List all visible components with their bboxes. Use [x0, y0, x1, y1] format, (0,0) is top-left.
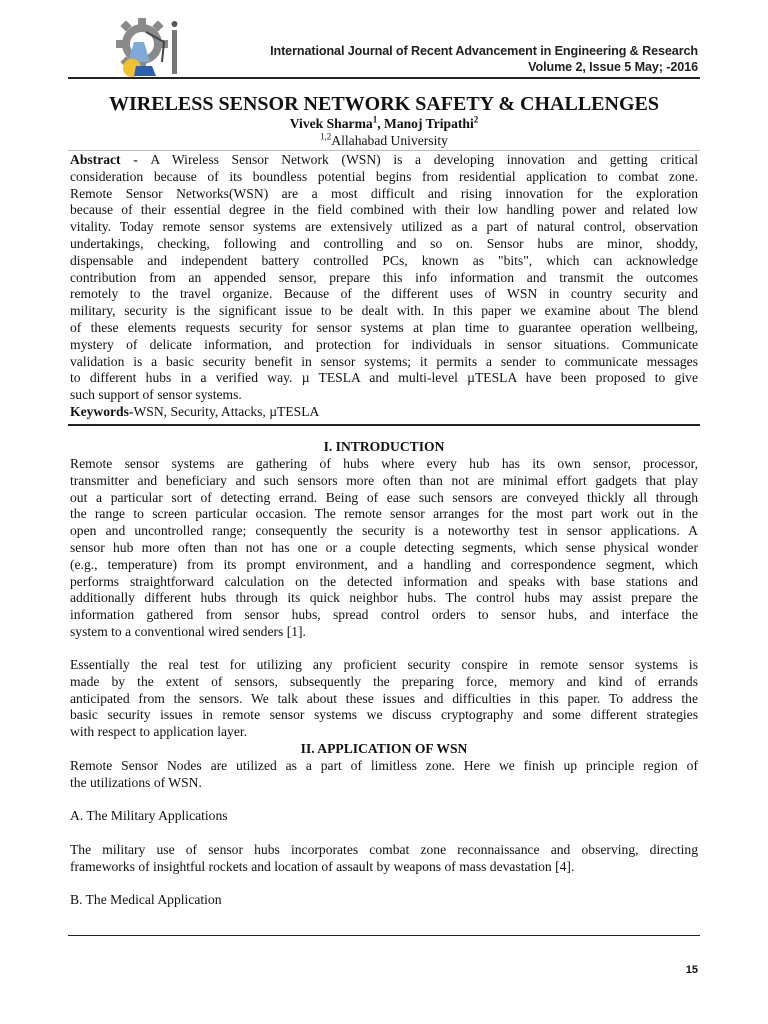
header-rule	[68, 77, 700, 79]
text-line: transmitter and beneficiary and such sensors more often than not are minimal effort gadgets that play	[70, 472, 698, 488]
text-line: consideration because of its boundless potential begins from residential application to combat zone.	[70, 168, 698, 184]
subheading-military: A. The Military Applications	[70, 808, 228, 823]
text-line: performs straightforward calculation on the detected information and speaks with base stations and	[70, 573, 698, 589]
text-line: anticipated from the sensors. We talk about these issues and difficulties in this paper. To address the	[70, 690, 698, 706]
abstract-text: A Wireless Sensor Network (WSN) is a developing innovation and getting critical	[150, 152, 698, 167]
author-name: Vivek Sharma	[289, 116, 373, 131]
text-line: such support of sensor systems.	[70, 387, 242, 403]
text-line: because of their essential degree in the field combined with their low handling power and related low	[70, 202, 698, 218]
text-line: Essentially the real test for utilizing any proficient security conspire in remote sensor systems is	[70, 657, 698, 672]
application-paragraph-1	[70, 758, 698, 792]
text-line: The military use of sensor hubs incorporates combat zone reconnaissance and observing, directing	[70, 842, 698, 857]
journal-name: International Journal of Recent Advancement in Engineering & Research	[270, 44, 698, 58]
section-heading-introduction: I. INTRODUCTION	[323, 439, 445, 454]
text-line: Remote Sensor Networks(WSN) are a most difficult and rising innovation for the exploration	[70, 185, 698, 201]
text-line: frameworks of insightful rockets and location of assault by weapons of mass devastation [4].	[70, 858, 575, 874]
text-line: out a particular sort of detecting errand. Being of ease such sensors are conveyed thickly all through	[70, 489, 698, 505]
text-line: basic security issues in remote sensor systems we discuss cryptography and some different strategies	[70, 707, 698, 723]
military-paragraph	[70, 842, 698, 876]
affiliation-sup: 1,2	[320, 131, 332, 142]
text-line: mystery of delicate information, and protection for individuals in sensor situations. Communicate	[70, 336, 698, 352]
text-line: open and uncontrolled range; consequently the security is a noteworthy test in sensor applications. A	[70, 523, 698, 539]
text-line: validation is a basic security benefit in sensor systems; it permits a sender to communicate messages	[70, 353, 698, 369]
text-line: the range to screen particular occasion. The remote sensor arranges for the most part work out in the	[70, 506, 698, 522]
author-name: Manoj Tripathi	[383, 116, 474, 131]
paper-title: WIRELESS SENSOR NETWORK SAFETY & CHALLENGES	[109, 93, 659, 115]
text-line: system to a conventional wired senders [1].	[70, 623, 306, 639]
text-line: information gathered from sensor hubs, spread control orders to sensor hubs, and interface the	[70, 607, 698, 623]
text-line: made by the extent of sensors, subsequently the preparing force, memory and kind of errands	[70, 673, 698, 689]
abstract-bottom-rule	[68, 424, 700, 426]
text-line: (e.g., temperature) from its prompt environment, and a handling and correspondence segment, which	[70, 556, 698, 572]
keywords-line	[70, 404, 698, 421]
text-line: to different hubs in a verified way. µ TESLA and multi-level µTESLA have been proposed to give	[70, 370, 698, 386]
text-line: remotely to the travel organize. Because of the different uses of WSN in country security and	[70, 286, 698, 302]
text-line: the utilizations of WSN.	[70, 774, 202, 790]
text-line: Remote Sensor Nodes are utilized as a part of limitless zone. Here we finish up principle region of	[70, 758, 698, 773]
intro-paragraph-2	[70, 657, 698, 741]
author-sup: 1	[372, 114, 378, 125]
text-line: military, security is the significant issue to be dealt with. In this paper we examine about The blend	[70, 303, 698, 319]
text-line: undertakings, checking, following and controlling and so on. Sensor hubs are minor, shoddy,	[70, 235, 698, 251]
affiliation	[0, 133, 768, 149]
footer-rule	[68, 935, 700, 936]
abstract	[70, 152, 698, 421]
text-line: additionally different hubs through its quick neighbor hubs. The control hubs may assist prepare the	[70, 590, 698, 606]
journal-logo	[112, 12, 182, 80]
journal-issue: Volume 2, Issue 5 May; -2016	[528, 60, 698, 74]
abstract-line	[70, 152, 698, 169]
intro-paragraph-1	[70, 456, 698, 641]
abstract-label: Abstract -	[70, 152, 151, 167]
subheading-medical: B. The Medical Application	[70, 892, 222, 907]
author-separator: ,	[377, 116, 384, 131]
text-line: dispensable and independent battery controlled PCs, known as "bits", which can acknowledge	[70, 252, 698, 268]
authors	[0, 116, 768, 132]
keywords: WSN, Security, Attacks, µTESLA	[133, 403, 320, 419]
section-heading-application: II. APPLICATION OF WSN	[300, 741, 468, 756]
author-sup: 2	[473, 114, 479, 125]
text-line: contribution from an appended sensor, prepare this info information and transmit the outcomes	[70, 269, 698, 285]
abstract-top-rule	[68, 150, 700, 151]
page-number: 15	[685, 964, 698, 976]
text-line: with respect to application layer.	[70, 724, 248, 740]
keywords-label: Keywords-	[70, 403, 134, 419]
text-line: vitality. Today remote sensor systems are extensively utilized as a part of natural control, observation	[70, 219, 698, 235]
affiliation-name: Allahabad University	[331, 133, 448, 148]
text-line: sensor hub more often than not has one or a couple detecting segments, which sense physical wonder	[70, 539, 698, 555]
text-line: Remote sensor systems are gathering of hubs where every hub has its own sensor, processor,	[70, 456, 698, 471]
text-line: of these elements requests security for sensor systems at plan time to guarantee operation wellbeing,	[70, 319, 698, 335]
